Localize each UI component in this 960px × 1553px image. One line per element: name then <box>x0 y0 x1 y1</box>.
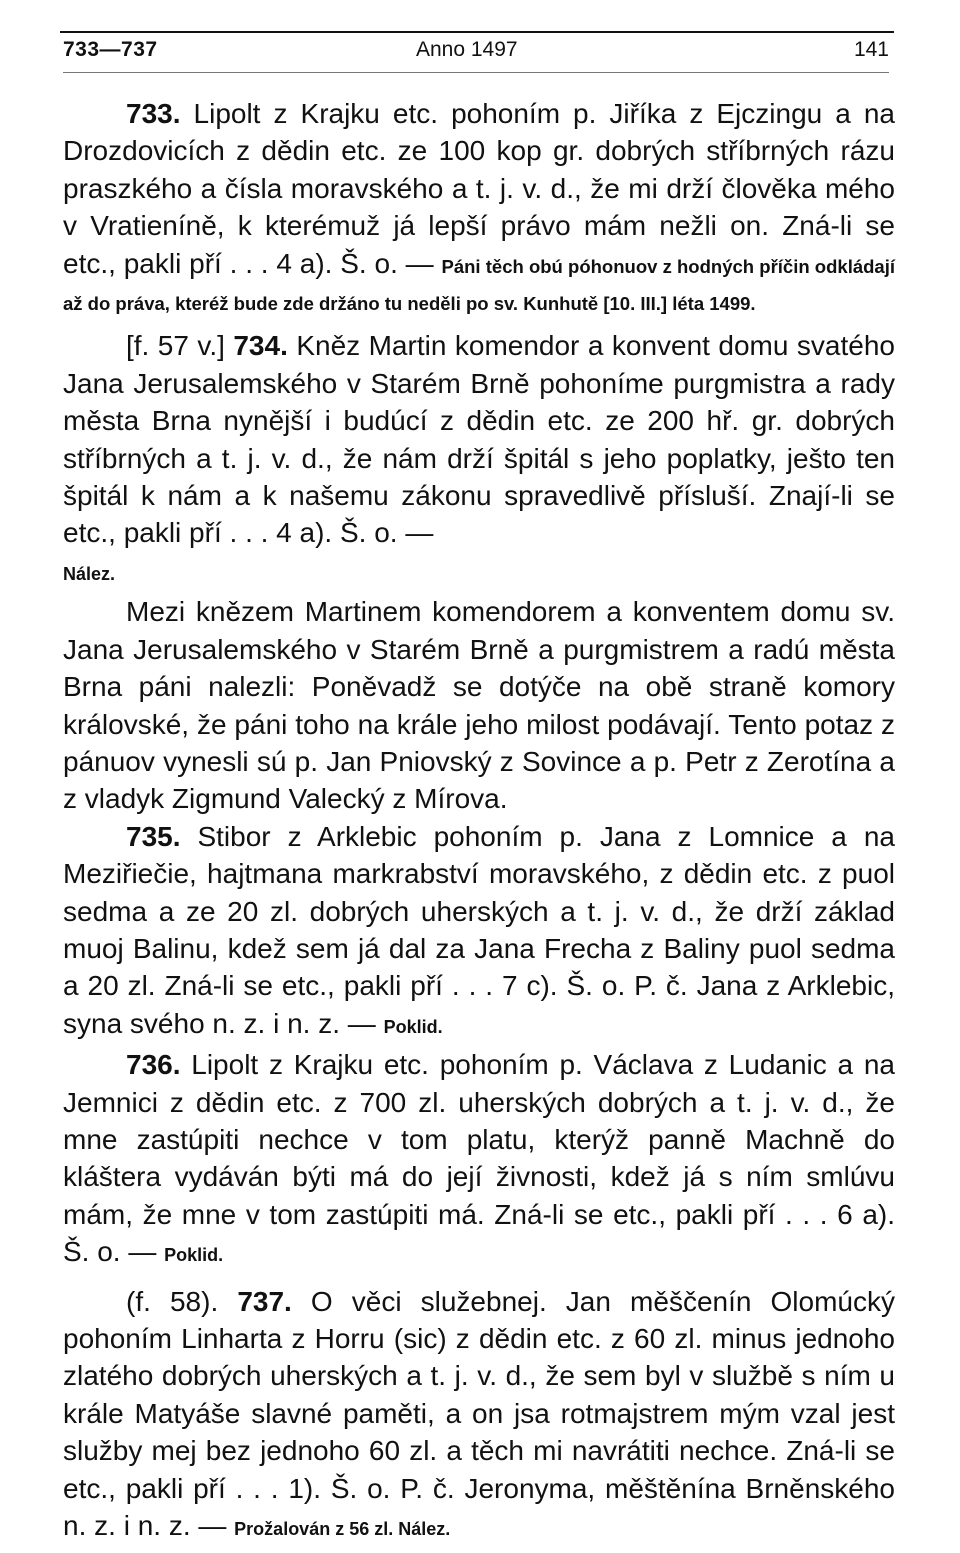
entry-734 <box>63 327 895 551</box>
entry-number: 734. <box>233 330 288 362</box>
finding-text: Mezi knězem Martinem komendorem a konventem domu sv. Jana Jerusalemského v Starém Brně a purgmistrem a radú města Brna páni nalezli: Poněvadž se dotýče na obě straně komory královské, že páni toho na krále jeho milost podávají. Tento potaz z pánuov vynesli sú p. Jan Pniovský z Sovince a p. Petr z Zerotína a z vladyk Zigmund Valecký z Mírova. <box>63 596 895 815</box>
entry-note: Páni těch obú póhonuov z hodných příčin odkládají až do práva, kteréž bude zde držáno tu neděli po sv. Kunhutě [10. III.] léta 1499. <box>63 255 895 315</box>
header-rule-top <box>60 31 894 33</box>
entry-text: Lipolt z Krajku etc. pohoním p. Jiříka z Ejczingu a na Drozdovicích z dědin etc. ze 100 kop gr. dobrých stříbrných rázu praszkého a čísla moravského a t. j. v. d., že mi drží člověka mého v Vratieníně, k kterémuž já lepší právo mám nežli on. Zná-li se etc., pakli pří . . . 4 a). Š. o. — <box>63 98 895 279</box>
entry-number: 735. <box>126 820 181 852</box>
finding-label: Nález. <box>63 563 116 584</box>
entry-736 <box>63 1046 895 1274</box>
entry-737 <box>63 1283 895 1549</box>
entry-note: Poklid. <box>164 1245 224 1266</box>
entry-text: O věci služebnej. Jan měščenín Olomúcký pohoním Linharta z Horru (sic) z dědin etc. z 60 zl. minus jednoho zlatého dobrých uherských a t. j. v. d., že sem byl v službě s ním u krále Matyáše slavné paměti, a on jsa rotmajstrem mým vzal jest služby mej bez jednoho 60 zl. a těch mi navrátiti nechce. Zná-li se etc., pakli pří . . . 1). Š. o. P. č. Jeronyma, měštěnína Brněnského n. z. i n. z. — <box>63 1285 895 1542</box>
entry-text: Stibor z Arklebic pohoním p. Jana z Lomnice a na Meziřiečie, hajtmana markrabství moravského, z dědin etc. z puol sedma a ze 20 zl. dobrých uherských a t. j. v. d., že drží základ muoj Balinu, kdež sem já dal za Jana Frecha z Baliny puol sedma a 20 zl. Zná-li se etc., pakli pří . . . 7 c). Š. o. P. č. Jana z Arklebic, syna svého n. z. i n. z. — <box>63 820 895 1039</box>
entry-number: 737. <box>237 1285 292 1317</box>
entry-number: 736. <box>126 1049 181 1081</box>
entry-text: Lipolt z Krajku etc. pohoním p. Václava z Ludanic a na Jemnici z dědin etc. z 700 zl. uherských dobrých a t. j. v. d., že mne zastúpiti nechce v tom platu, kterýž panně Machně do kláštera vydáván býti má do její živnosti, kdež já s ním smlúvu mám, že mne v tom zastúpiti má. Zná-li se etc., pakli pří . . . 6 a). Š. o. — <box>63 1049 895 1268</box>
entry-range: 733—737 <box>63 38 158 61</box>
entry-735 <box>63 818 895 1046</box>
entry-number: 733. <box>126 98 181 129</box>
entry-note: Prožalován z 56 zl. Nález. <box>234 1519 451 1540</box>
folio-reference: [f. 57 v.] <box>126 330 234 362</box>
entry-733 <box>63 95 895 319</box>
running-header <box>63 34 895 70</box>
page-body <box>63 95 895 1548</box>
page-number: 141 <box>853 38 889 61</box>
entry-text: Kněz Martin komendor a konvent domu svatého Jana Jerusalemského v Starém Brně pohoníme purgmistra a rady města Brna nynější i budúcí z dědin etc. ze 200 hř. gr. dobrých stříbrných a t. j. v. d., že nám drží špitál s jeho poplatky, ješto ten špitál k nám a k našemu zákonu spravedlivě přísluší. Znají-li se etc., pakli pří . . . 4 a). Š. o. — <box>63 330 895 549</box>
entry-note: Poklid. <box>383 1016 443 1037</box>
header-title: Anno 1497 <box>416 38 518 61</box>
folio-reference: (f. 58). <box>126 1285 238 1317</box>
header-rule-bottom <box>63 72 889 73</box>
